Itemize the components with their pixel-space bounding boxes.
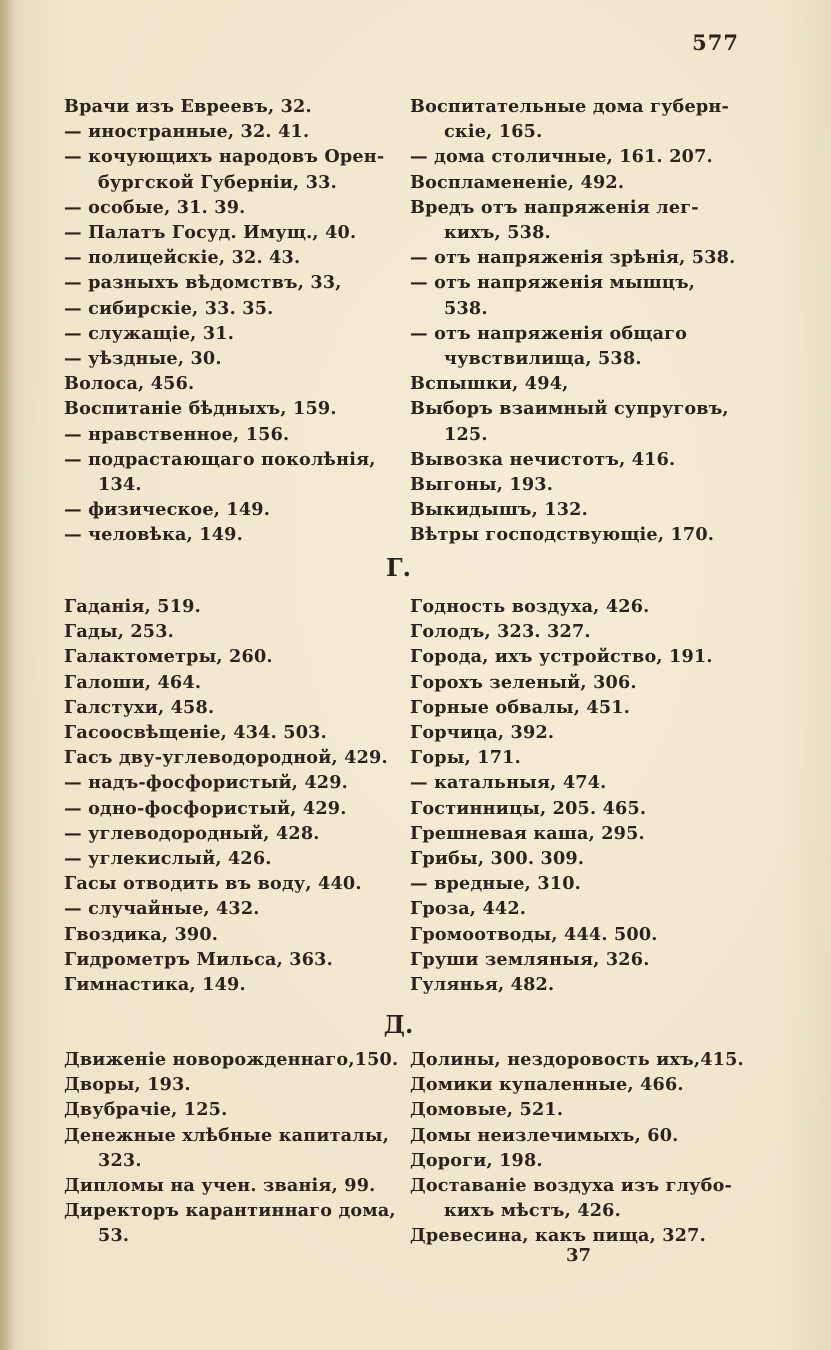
index-entry-text: Грибы, 300. 309. xyxy=(410,848,585,870)
index-entry xyxy=(410,270,750,320)
index-entry xyxy=(410,144,750,169)
index-entry-continuation: бургской Губерніи, 33. xyxy=(98,171,337,193)
index-entry xyxy=(64,195,404,220)
index-entry xyxy=(410,644,750,669)
index-entry xyxy=(410,321,750,371)
index-entry xyxy=(410,745,750,770)
index-entry-text: — Палатъ Госуд. Имущ., 40. xyxy=(64,222,357,244)
index-entry-text: Галстухи, 458. xyxy=(64,696,215,718)
index-entry-text: Воспитательные дома губерн- xyxy=(410,96,729,117)
index-entry xyxy=(410,695,750,720)
index-entry xyxy=(410,1097,750,1122)
index-entry xyxy=(64,821,404,846)
page-number: 577 xyxy=(692,30,739,55)
index-entry xyxy=(64,644,404,669)
index-entry-text: Гасы отводить въ воду, 440. xyxy=(64,873,362,895)
index-entry-text: Гады, 253. xyxy=(64,621,175,643)
index-entry-text: — кочующихъ народовъ Орен- xyxy=(64,146,385,168)
index-entry xyxy=(64,695,404,720)
index-entry-text: Вывозка нечистотъ, 416. xyxy=(410,448,676,470)
index-entry-continuation: кихъ мѣстъ, 426. xyxy=(444,1200,621,1222)
index-entry-text: Горчица, 392. xyxy=(410,722,555,744)
index-entry-continuation: 134. xyxy=(98,474,142,496)
index-entry-text: — отъ напряженія мышцъ, xyxy=(410,272,696,294)
index-entry-continuation: кихъ, 538. xyxy=(444,222,551,244)
index-entry-continuation: 538. xyxy=(444,297,488,319)
gutter-shadow xyxy=(0,0,14,1350)
index-entry xyxy=(410,1072,750,1097)
index-entry-text: Домики купаленные, 466. xyxy=(410,1074,684,1096)
index-entry xyxy=(64,1097,404,1122)
index-entry xyxy=(410,619,750,644)
index-entry-text: Грешневая каша, 295. xyxy=(410,822,645,844)
section-d-right-column xyxy=(410,1047,750,1249)
index-entry-text: Доставаніе воздуха изъ глубо- xyxy=(410,1175,733,1197)
index-entry xyxy=(410,670,750,695)
index-entry xyxy=(64,896,404,921)
index-entry-text: Вѣтры господствующіе, 170. xyxy=(410,524,715,546)
index-entry xyxy=(64,396,404,421)
index-entry-text: Денежные хлѣбные капиталы, xyxy=(64,1124,390,1146)
index-entry xyxy=(64,1123,404,1173)
index-entry-text: Груши земляныя, 326. xyxy=(410,948,650,970)
index-entry-text: Выборъ взаимный супруговъ, xyxy=(410,398,729,420)
index-entry-text: — разныхъ вѣдомствъ, 33, xyxy=(64,272,342,294)
index-entry-text: — сибирскіе, 33. 35. xyxy=(64,297,274,319)
index-entry-text: Гидрометръ Мильса, 363. xyxy=(64,948,333,970)
index-entry-text: Волоса, 456. xyxy=(64,373,195,395)
index-entry-text: — случайные, 432. xyxy=(64,898,260,920)
index-entry-text: — вредные, 310. xyxy=(410,873,581,895)
index-entry-text: — полицейскіе, 32. 43. xyxy=(64,247,301,269)
index-entry xyxy=(410,821,750,846)
index-entry xyxy=(410,871,750,896)
index-entry-text: — физическое, 149. xyxy=(64,499,271,521)
index-entry xyxy=(64,245,404,270)
index-entry-text: Гостинницы, 205. 465. xyxy=(410,797,647,819)
index-entry-text: Галактометры, 260. xyxy=(64,646,273,668)
index-entry xyxy=(64,371,404,396)
index-entry-text: Горы, 171. xyxy=(410,747,521,769)
index-entry-text: Директоръ карантиннаго дома, xyxy=(64,1200,396,1222)
index-entry-text: Выкидышъ, 132. xyxy=(410,499,588,521)
index-entry xyxy=(410,770,750,795)
index-entry xyxy=(410,396,750,446)
index-entry-text: Горные обвалы, 451. xyxy=(410,696,631,718)
index-entry xyxy=(410,972,750,997)
index-entry xyxy=(64,594,404,619)
index-entry xyxy=(410,1173,750,1223)
index-entry xyxy=(410,1148,750,1173)
index-entry xyxy=(410,245,750,270)
index-entry-text: — одно-фосфористый, 429. xyxy=(64,797,347,819)
index-entry xyxy=(410,94,750,144)
index-entry xyxy=(64,522,404,547)
index-entry xyxy=(410,447,750,472)
index-entry-text: Гимнастика, 149. xyxy=(64,974,246,996)
index-entry-text: Гаданія, 519. xyxy=(64,596,201,617)
index-entry xyxy=(410,1047,750,1072)
index-entry xyxy=(64,796,404,821)
index-entry-text: Голодъ, 323. 327. xyxy=(410,621,591,643)
index-entry xyxy=(410,170,750,195)
index-entry-continuation: 53. xyxy=(98,1225,130,1247)
index-entry xyxy=(64,670,404,695)
index-entry-text: Дипломы на учен. званія, 99. xyxy=(64,1175,376,1197)
index-entry-text: — уѣздные, 30. xyxy=(64,348,222,370)
index-entry-continuation: 125. xyxy=(444,423,488,445)
index-entry xyxy=(64,94,404,119)
index-entry-text: — отъ напряженія зрѣнія, 538. xyxy=(410,247,736,269)
index-entry-text: Гвоздика, 390. xyxy=(64,923,219,945)
index-entry-text: Гасъ дву-углеводородной, 429. xyxy=(64,747,388,769)
index-entry xyxy=(410,796,750,821)
section-letter-g: Г. xyxy=(386,553,411,582)
index-entry xyxy=(64,1198,404,1248)
index-entry xyxy=(64,846,404,871)
index-entry-text: — катальныя, 474. xyxy=(410,772,607,794)
index-entry xyxy=(64,922,404,947)
index-entry-continuation: скіе, 165. xyxy=(444,121,543,143)
index-entry-text: Воспитаніе бѣдныхъ, 159. xyxy=(64,398,337,420)
index-entry xyxy=(410,522,750,547)
printer-signature-mark: 37 xyxy=(566,1245,592,1266)
section-v-right-column xyxy=(410,94,750,548)
index-entry-text: — человѣка, 149. xyxy=(64,524,243,546)
index-entry xyxy=(64,296,404,321)
index-entry-text: Домовые, 521. xyxy=(410,1099,564,1121)
index-entry xyxy=(64,619,404,644)
section-g-left-column xyxy=(64,594,404,997)
index-entry xyxy=(64,220,404,245)
index-entry xyxy=(64,770,404,795)
index-entry xyxy=(410,922,750,947)
section-v-left-column xyxy=(64,94,404,548)
index-entry-text: — отъ напряженія общаго xyxy=(410,322,688,344)
index-entry xyxy=(64,1072,404,1097)
index-entry xyxy=(410,195,750,245)
index-entry xyxy=(410,947,750,972)
index-entry-text: Врачи изъ Евреевъ, 32. xyxy=(64,96,312,117)
index-entry-text: Гроза, 442. xyxy=(410,898,527,920)
index-entry-text: Гасоосвѣщеніе, 434. 503. xyxy=(64,722,327,744)
index-entry xyxy=(64,497,404,522)
index-entry xyxy=(410,497,750,522)
index-entry-text: — дома столичные, 161. 207. xyxy=(410,146,713,168)
index-entry-text: Гулянья, 482. xyxy=(410,974,555,996)
index-entry xyxy=(64,270,404,295)
index-entry-continuation: 323. xyxy=(98,1149,142,1171)
index-entry xyxy=(64,1047,404,1072)
index-entry xyxy=(64,321,404,346)
index-entry-text: — служащіе, 31. xyxy=(64,322,235,344)
index-entry-text: Громоотводы, 444. 500. xyxy=(410,923,658,945)
index-entry xyxy=(410,720,750,745)
index-entry-text: — нравственное, 156. xyxy=(64,423,290,445)
index-entry-text: Вспышки, 494, xyxy=(410,373,569,395)
index-entry-text: Годность воздуха, 426. xyxy=(410,596,650,617)
index-entry xyxy=(64,745,404,770)
index-entry-text: Горохъ зеленый, 306. xyxy=(410,671,637,693)
index-entry-text: — надъ-фосфористый, 429. xyxy=(64,772,348,794)
index-entry-text: Воспламененіе, 492. xyxy=(410,171,625,193)
index-entry-text: Дворы, 193. xyxy=(64,1074,191,1096)
index-entry xyxy=(410,896,750,921)
index-entry xyxy=(410,846,750,871)
index-entry xyxy=(64,422,404,447)
index-entry xyxy=(64,119,404,144)
section-d-left-column xyxy=(64,1047,404,1249)
index-entry-continuation: чувствилища, 538. xyxy=(444,348,642,370)
index-entry xyxy=(64,1173,404,1198)
index-entry-text: — углекислый, 426. xyxy=(64,848,272,870)
section-g-right-column xyxy=(410,594,750,997)
index-entry xyxy=(64,346,404,371)
index-entry-text: Двубрачіе, 125. xyxy=(64,1099,228,1121)
index-entry xyxy=(410,594,750,619)
index-entry-text: Галоши, 464. xyxy=(64,671,202,693)
index-entry-text: — углеводородный, 428. xyxy=(64,822,320,844)
index-entry xyxy=(410,1123,750,1148)
index-entry-text: Города, ихъ устройство, 191. xyxy=(410,646,713,668)
index-entry-text: Домы неизлечимыхъ, 60. xyxy=(410,1124,679,1146)
index-entry-text: — подрастающаго поколѣнія, xyxy=(64,448,376,470)
index-entry-text: Вредъ отъ напряженія лег- xyxy=(410,196,699,218)
index-entry-text: Долины, нездоровость ихъ,415. xyxy=(410,1049,744,1070)
index-entry-text: — иностранные, 32. 41. xyxy=(64,121,310,143)
index-entry xyxy=(410,472,750,497)
index-entry xyxy=(64,447,404,497)
section-letter-d: Д. xyxy=(383,1010,414,1039)
index-entry-text: Дороги, 198. xyxy=(410,1149,543,1171)
index-entry-text: Выгоны, 193. xyxy=(410,474,554,496)
index-entry xyxy=(64,720,404,745)
index-entry xyxy=(64,947,404,972)
index-entry xyxy=(64,144,404,194)
index-entry xyxy=(410,371,750,396)
index-entry-text: — особые, 31. 39. xyxy=(64,196,246,218)
index-entry xyxy=(64,871,404,896)
index-entry-text: Движеніе новорожденнаго,150. xyxy=(64,1049,399,1070)
index-entry xyxy=(64,972,404,997)
index-entry-text: Древесина, какъ пища, 327. xyxy=(410,1225,706,1247)
